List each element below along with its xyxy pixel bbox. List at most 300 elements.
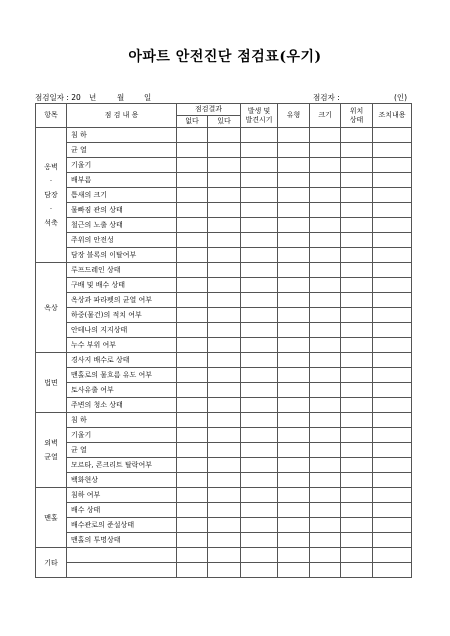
occurrence-cell[interactable] [241,548,278,563]
result-exists-cell[interactable] [208,143,241,158]
result-exists-cell[interactable] [208,323,241,338]
table-row [36,548,412,563]
table-row [36,143,412,158]
header-result-none: 없다 [177,116,208,128]
action-cell[interactable] [373,353,412,368]
result-exists-cell[interactable] [208,188,241,203]
category-label: 외벽 [44,439,58,447]
check-item: 루프드레인 상태 [67,263,177,278]
position-cell[interactable] [341,308,373,323]
result-none-cell[interactable] [177,443,208,458]
occurrence-cell[interactable] [241,143,278,158]
header-result-exists: 있다 [208,116,241,128]
occurrence-cell[interactable] [241,563,278,578]
result-exists-cell[interactable] [208,458,241,473]
action-cell[interactable] [373,488,412,503]
table-row [36,263,412,278]
action-cell[interactable] [373,368,412,383]
occurrence-cell[interactable] [241,368,278,383]
table-row [36,278,412,293]
table-row [36,458,412,473]
size-cell[interactable] [310,263,341,278]
size-cell[interactable] [310,503,341,518]
action-cell[interactable] [373,203,412,218]
category-label: · [49,205,53,213]
check-item: 구배 및 배수 상태 [67,278,177,293]
type-cell[interactable] [278,473,310,488]
result-none-cell[interactable] [177,368,208,383]
check-item: 철근의 노출 상태 [67,218,177,233]
size-cell[interactable] [310,518,341,533]
occurrence-cell[interactable] [241,428,278,443]
header-content: 점 검 내 용 [67,104,177,128]
occurrence-cell[interactable] [241,488,278,503]
position-cell[interactable] [341,533,373,548]
category-cell [36,488,67,548]
size-cell[interactable] [310,488,341,503]
action-cell[interactable] [373,323,412,338]
size-cell[interactable] [310,413,341,428]
size-cell[interactable] [310,563,341,578]
check-item [67,563,177,578]
position-cell[interactable] [341,278,373,293]
check-item: 배수관로의 준설상태 [67,518,177,533]
table-row [36,323,412,338]
result-none-cell[interactable] [177,248,208,263]
result-exists-cell[interactable] [208,128,241,143]
position-cell[interactable] [341,248,373,263]
size-cell[interactable] [310,158,341,173]
table-row [36,128,412,143]
result-exists-cell[interactable] [208,353,241,368]
type-cell[interactable] [278,443,310,458]
type-cell[interactable] [278,218,310,233]
table-row [36,308,412,323]
position-cell[interactable] [341,263,373,278]
table-row [36,473,412,488]
position-cell[interactable] [341,188,373,203]
table-row [36,158,412,173]
result-none-cell[interactable] [177,518,208,533]
header-category: 항목 [36,104,67,128]
occurrence-cell[interactable] [241,473,278,488]
occurrence-cell[interactable] [241,338,278,353]
type-cell[interactable] [278,158,310,173]
result-none-cell[interactable] [177,218,208,233]
category-cell [36,263,67,353]
result-exists-cell[interactable] [208,203,241,218]
result-exists-cell[interactable] [208,248,241,263]
action-cell[interactable] [373,383,412,398]
result-exists-cell[interactable] [208,488,241,503]
position-cell[interactable] [341,158,373,173]
result-exists-cell[interactable] [208,473,241,488]
position-cell[interactable] [341,488,373,503]
result-exists-cell[interactable] [208,158,241,173]
position-cell[interactable] [341,563,373,578]
result-exists-cell[interactable] [208,263,241,278]
size-cell[interactable] [310,338,341,353]
type-cell[interactable] [278,458,310,473]
result-none-cell[interactable] [177,548,208,563]
check-item: 백화현상 [67,473,177,488]
category-cell [36,413,67,488]
table-row [36,563,412,578]
result-none-cell[interactable] [177,383,208,398]
table-row [36,173,412,188]
check-item: 기울기 [67,428,177,443]
type-cell[interactable] [278,293,310,308]
result-none-cell[interactable] [177,428,208,443]
result-exists-cell[interactable] [208,398,241,413]
position-cell[interactable] [341,338,373,353]
header-type: 유형 [278,104,310,128]
table-row [36,503,412,518]
position-cell[interactable] [341,323,373,338]
table-row [36,188,412,203]
action-cell[interactable] [373,173,412,188]
occurrence-cell[interactable] [241,203,278,218]
type-cell[interactable] [278,368,310,383]
size-cell[interactable] [310,533,341,548]
action-cell[interactable] [373,413,412,428]
size-cell[interactable] [310,308,341,323]
position-cell[interactable] [341,503,373,518]
table-row [36,383,412,398]
size-cell[interactable] [310,188,341,203]
category-label: · [49,177,53,185]
table-row [36,413,412,428]
action-cell[interactable] [373,248,412,263]
action-cell[interactable] [373,548,412,563]
action-cell[interactable] [373,503,412,518]
seal-mark: (인) [394,93,408,102]
action-cell[interactable] [373,338,412,353]
result-exists-cell[interactable] [208,563,241,578]
result-exists-cell[interactable] [208,443,241,458]
result-none-cell[interactable] [177,488,208,503]
result-exists-cell[interactable] [208,533,241,548]
result-none-cell[interactable] [177,563,208,578]
size-cell[interactable] [310,473,341,488]
occurrence-cell[interactable] [241,293,278,308]
result-exists-cell[interactable] [208,368,241,383]
result-exists-cell[interactable] [208,308,241,323]
day-label: 일 [144,93,152,102]
header-action: 조치내용 [373,104,412,128]
header-occurrence [241,104,278,128]
check-item: 균 열 [67,143,177,158]
result-none-cell[interactable] [177,338,208,353]
type-cell[interactable] [278,338,310,353]
size-cell[interactable] [310,218,341,233]
check-item: 경사지 배수로 상태 [67,353,177,368]
type-cell[interactable] [278,128,310,143]
position-cell[interactable] [341,413,373,428]
action-cell[interactable] [373,518,412,533]
header-position [341,104,373,128]
action-cell[interactable] [373,158,412,173]
position-cell[interactable] [341,443,373,458]
table-row [36,233,412,248]
size-cell[interactable] [310,368,341,383]
size-cell[interactable] [310,143,341,158]
type-cell[interactable] [278,353,310,368]
result-exists-cell[interactable] [208,293,241,308]
category-label: 균열 [44,453,58,461]
type-cell[interactable] [278,413,310,428]
occurrence-cell[interactable] [241,413,278,428]
result-none-cell[interactable] [177,233,208,248]
check-item: 침 하 [67,128,177,143]
result-none-cell[interactable] [177,263,208,278]
month-label: 월 [117,93,125,102]
action-cell[interactable] [373,563,412,578]
check-item: 기울기 [67,158,177,173]
action-cell[interactable] [373,428,412,443]
type-cell[interactable] [278,563,310,578]
category-label: 맨홀 [44,513,58,522]
check-item: 균 열 [67,443,177,458]
size-cell[interactable] [310,548,341,563]
result-none-cell[interactable] [177,158,208,173]
type-cell[interactable] [278,263,310,278]
type-cell[interactable] [278,143,310,158]
type-cell[interactable] [278,188,310,203]
position-cell[interactable] [341,383,373,398]
size-cell[interactable] [310,323,341,338]
inspection-table [35,103,412,578]
header-size: 크기 [310,104,341,128]
position-cell[interactable] [341,233,373,248]
check-item: 안테나의 지지상태 [67,323,177,338]
action-cell[interactable] [373,293,412,308]
check-item: 맨홀의 투명상태 [67,533,177,548]
size-cell[interactable] [310,278,341,293]
result-none-cell[interactable] [177,293,208,308]
table-row [36,368,412,383]
result-exists-cell[interactable] [208,218,241,233]
type-cell[interactable] [278,548,310,563]
table-row [36,518,412,533]
action-cell[interactable] [373,308,412,323]
size-cell[interactable] [310,203,341,218]
check-item: 주변의 청소 상태 [67,398,177,413]
occurrence-cell[interactable] [241,443,278,458]
occurrence-cell[interactable] [241,323,278,338]
check-item: 물빠짐 관의 상태 [67,203,177,218]
type-cell[interactable] [278,488,310,503]
type-cell[interactable] [278,503,310,518]
occurrence-cell[interactable] [241,248,278,263]
type-cell[interactable] [278,173,310,188]
table-row [36,428,412,443]
result-exists-cell[interactable] [208,383,241,398]
table-row [36,293,412,308]
result-exists-cell[interactable] [208,518,241,533]
check-item: 토사유출 여부 [67,383,177,398]
action-cell[interactable] [373,263,412,278]
type-cell[interactable] [278,518,310,533]
check-item: 옥상과 파라펫의 균열 여부 [67,293,177,308]
result-none-cell[interactable] [177,353,208,368]
action-cell[interactable] [373,443,412,458]
table-row [36,248,412,263]
category-label: 옹벽 [44,163,58,171]
type-cell[interactable] [278,203,310,218]
type-cell[interactable] [278,233,310,248]
result-none-cell[interactable] [177,143,208,158]
result-none-cell[interactable] [177,473,208,488]
check-item: 맨홀로의 물흐름 유도 여부 [67,368,177,383]
check-item: 하중(물건)의 적치 여부 [67,308,177,323]
action-cell[interactable] [373,188,412,203]
header-position-line2: 상태 [349,115,364,124]
type-cell[interactable] [278,428,310,443]
type-cell[interactable] [278,533,310,548]
table-body [36,128,412,578]
type-cell[interactable] [278,278,310,293]
position-cell[interactable] [341,473,373,488]
occurrence-cell[interactable] [241,383,278,398]
size-cell[interactable] [310,383,341,398]
action-cell[interactable] [373,143,412,158]
size-cell[interactable] [310,173,341,188]
occurrence-cell[interactable] [241,173,278,188]
position-cell[interactable] [341,458,373,473]
occurrence-cell[interactable] [241,263,278,278]
occurrence-cell[interactable] [241,278,278,293]
action-cell[interactable] [373,233,412,248]
result-none-cell[interactable] [177,308,208,323]
position-cell[interactable] [341,203,373,218]
size-cell[interactable] [310,428,341,443]
table-row [36,398,412,413]
occurrence-cell[interactable] [241,353,278,368]
result-exists-cell[interactable] [208,503,241,518]
result-none-cell[interactable] [177,173,208,188]
type-cell[interactable] [278,323,310,338]
position-cell[interactable] [341,353,373,368]
result-none-cell[interactable] [177,458,208,473]
action-cell[interactable] [373,398,412,413]
position-cell[interactable] [341,398,373,413]
size-cell[interactable] [310,458,341,473]
result-none-cell[interactable] [177,533,208,548]
occurrence-cell[interactable] [241,503,278,518]
size-cell[interactable] [310,293,341,308]
table-row [36,533,412,548]
occurrence-cell[interactable] [241,218,278,233]
check-item: 침 하 [67,413,177,428]
check-item: 누수 부위 여부 [67,338,177,353]
position-cell[interactable] [341,548,373,563]
result-exists-cell[interactable] [208,338,241,353]
check-item: 틈새의 크기 [67,188,177,203]
header-position-line1: 위치 [349,107,364,116]
action-cell[interactable] [373,218,412,233]
result-exists-cell[interactable] [208,548,241,563]
size-cell[interactable] [310,233,341,248]
category-label: 기타 [44,558,58,567]
category-label: 담장 [44,191,58,199]
check-item: 주위의 안전성 [67,233,177,248]
category-label: 법면 [44,378,58,387]
result-none-cell[interactable] [177,503,208,518]
header-occurrence-line2: 발견시기 [245,115,273,124]
action-cell[interactable] [373,128,412,143]
check-item: 배수 상태 [67,503,177,518]
occurrence-cell[interactable] [241,188,278,203]
occurrence-cell[interactable] [241,128,278,143]
size-cell[interactable] [310,398,341,413]
occurrence-cell[interactable] [241,398,278,413]
inspection-date-label: 점검일자 : 20 [35,93,81,102]
size-cell[interactable] [310,353,341,368]
occurrence-cell[interactable] [241,518,278,533]
type-cell[interactable] [278,398,310,413]
result-none-cell[interactable] [177,398,208,413]
position-cell[interactable] [341,518,373,533]
size-cell[interactable] [310,128,341,143]
header-occurrence-line1: 발생 및 [247,107,271,116]
result-exists-cell[interactable] [208,278,241,293]
table-row [36,218,412,233]
document-title: 아파트 안전진단 점검표(우기) [128,49,322,65]
result-exists-cell[interactable] [208,233,241,248]
action-cell[interactable] [373,458,412,473]
check-item: 배부름 [67,173,177,188]
result-none-cell[interactable] [177,188,208,203]
type-cell[interactable] [278,248,310,263]
category-label: 석축 [44,219,58,227]
result-exists-cell[interactable] [208,173,241,188]
result-exists-cell[interactable] [208,413,241,428]
position-cell[interactable] [341,293,373,308]
occurrence-cell[interactable] [241,158,278,173]
action-cell[interactable] [373,533,412,548]
position-cell[interactable] [341,173,373,188]
occurrence-cell[interactable] [241,233,278,248]
inspector-label: 점검자 : [313,93,340,102]
type-cell[interactable] [278,383,310,398]
table-row [36,353,412,368]
result-none-cell[interactable] [177,413,208,428]
size-cell[interactable] [310,443,341,458]
category-cell [36,128,67,263]
check-item: 침하 여부 [67,488,177,503]
position-cell[interactable] [341,143,373,158]
result-none-cell[interactable] [177,278,208,293]
position-cell[interactable] [341,368,373,383]
position-cell[interactable] [341,218,373,233]
occurrence-cell[interactable] [241,533,278,548]
position-cell[interactable] [341,428,373,443]
check-item: 모르타, 콘크리트 탈락여부 [67,458,177,473]
type-cell[interactable] [278,308,310,323]
occurrence-cell[interactable] [241,308,278,323]
result-none-cell[interactable] [177,128,208,143]
occurrence-cell[interactable] [241,458,278,473]
position-cell[interactable] [341,128,373,143]
result-none-cell[interactable] [177,323,208,338]
size-cell[interactable] [310,248,341,263]
action-cell[interactable] [373,278,412,293]
action-cell[interactable] [373,473,412,488]
result-none-cell[interactable] [177,203,208,218]
check-item [67,548,177,563]
result-exists-cell[interactable] [208,428,241,443]
